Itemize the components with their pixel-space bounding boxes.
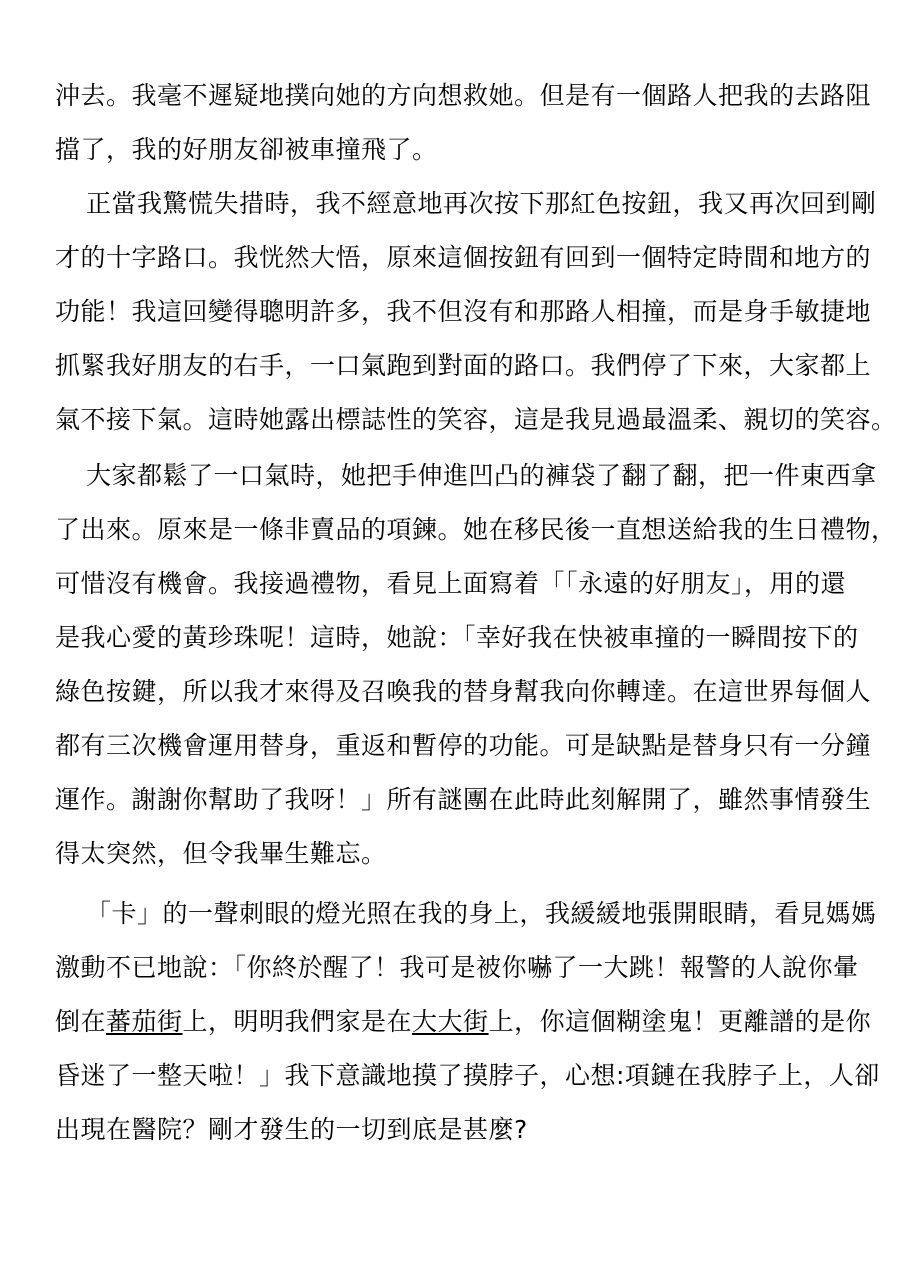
text-line: 都有三次機會運用替身，重返和暫停的功能。可是缺點是替身只有一分鐘 — [55, 731, 872, 760]
text-line: 激動不已地說：「你終於醒了！我可是被你嚇了一大跳！報警的人說你暈 — [55, 953, 859, 982]
text-line: 氣不接下氣。這時她露出標誌性的笑容，這是我見過最溫柔、親切的笑容。 — [55, 405, 897, 434]
text-line: 抓緊我好朋友的右手，一口氣跑到對面的路口。我們停了下來，大家都上 — [55, 351, 872, 380]
text-line: 出現在醫院？剛才發生的一切到底是甚麼? — [55, 1115, 528, 1144]
text-line: 才的十字路口。我恍然大悟，原來這個按鈕有回到一個特定時間和地方的 — [55, 243, 872, 272]
text-line: 綠色按鍵，所以我才來得及召喚我的替身幫我向你轉達。在這世界每個人 — [55, 677, 872, 706]
text-line-with-street-names — [55, 1007, 871, 1037]
text-line: 功能！我這回變得聰明許多，我不但沒有和那路人相撞，而是身手敏捷地 — [55, 297, 872, 326]
text-line: 得太突然，但令我畢生難忘。 — [55, 839, 387, 868]
text-line: 了出來。原來是一條非賣品的項鍊。她在移民後一直想送給我的生日禮物， — [55, 515, 897, 544]
paragraph-first-line: 正當我驚慌失措時，我不經意地再次按下那紅色按鈕，我又再次回到剛 — [86, 189, 877, 218]
text-line: 擋了，我的好朋友卻被車撞飛了。 — [55, 135, 438, 164]
text-line: 可惜沒有機會。我接過禮物，看見上面寫着「「永遠的好朋友」，用的還 — [55, 569, 847, 598]
paragraph-first-line: 大家都鬆了一口氣時，她把手伸進凹凸的褲袋了翻了翻，把一件東西拿 — [86, 461, 877, 490]
text-line: 沖去。我毫不遲疑地撲向她的方向想救她。但是有一個路人把我的去路阻 — [55, 81, 872, 110]
text-line: 昏迷了一整天啦！」我下意識地摸了摸脖子，心想:項鏈在我脖子上，人卻 — [55, 1061, 880, 1090]
text-line: 是我心愛的黃珍珠呢！這時，她說：「幸好我在快被車撞的一瞬間按下的 — [55, 623, 859, 652]
street-name-underlined: 蕃茄街 — [106, 1007, 183, 1036]
text-segment: 上，明明我們家是在 — [182, 1007, 413, 1036]
text-line: 運作。謝謝你幫助了我呀！」所有謎團在此時此刻解開了，雖然事情發生 — [55, 785, 872, 814]
text-segment: 上，你這個糊塗鬼！更離譜的是你 — [488, 1007, 872, 1036]
paragraph-first-line: 「卡」的一聲刺眼的燈光照在我的身上，我緩緩地張開眼睛，看見媽媽 — [86, 899, 877, 928]
text-segment: 倒在 — [55, 1007, 107, 1036]
street-name-underlined: 大大街 — [412, 1007, 489, 1036]
